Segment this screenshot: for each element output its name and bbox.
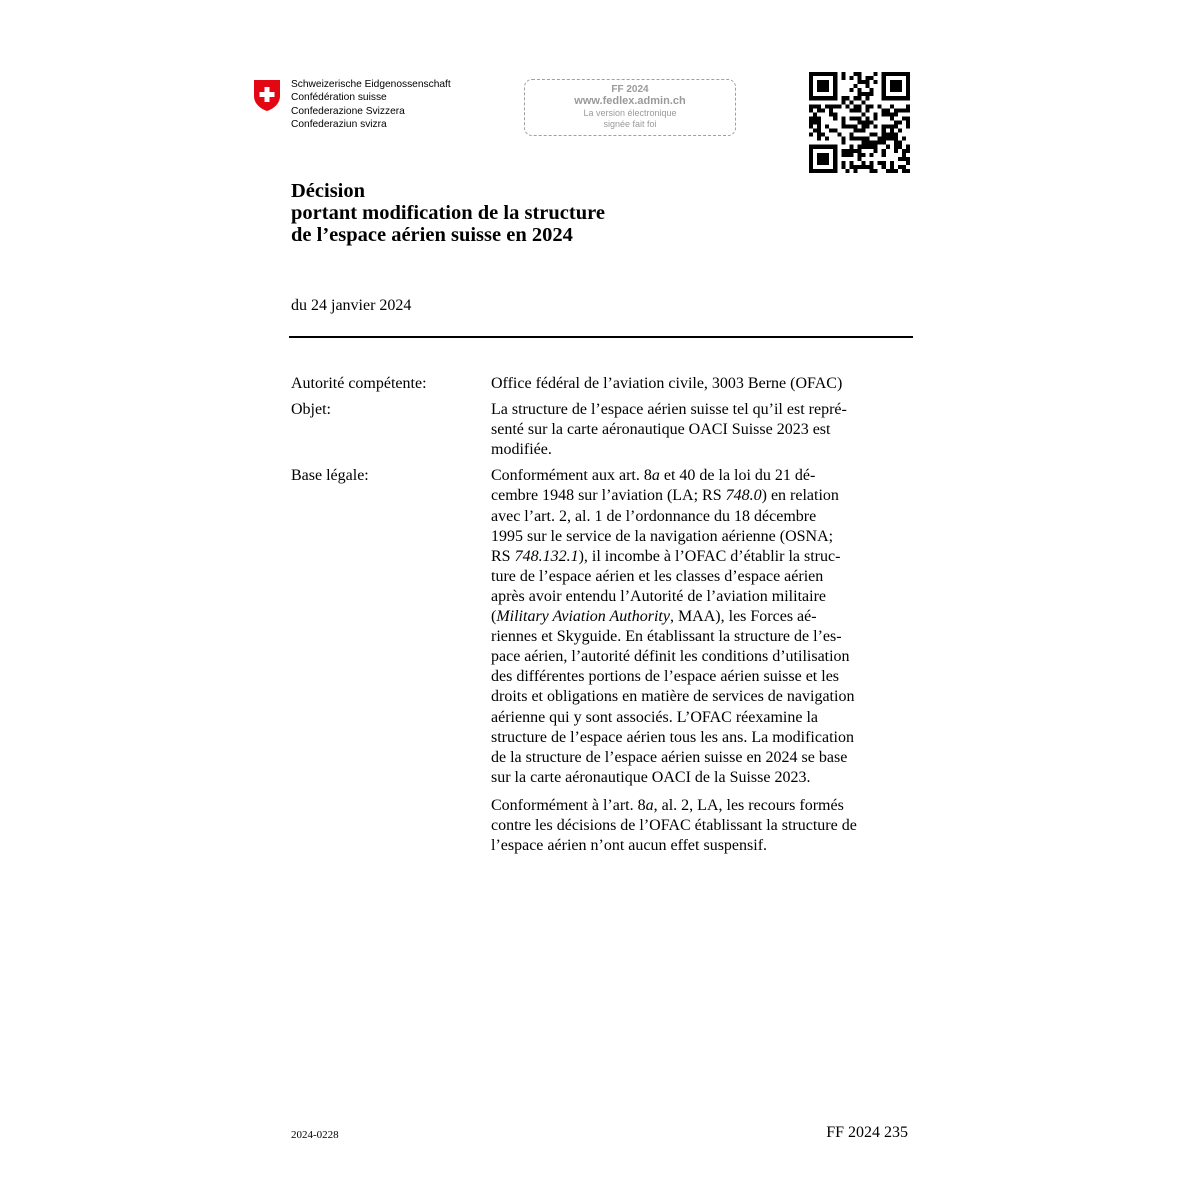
legal-basis-text	[491, 466, 913, 864]
object-line: senté sur la carte aéronautique OACI Suisse 2023 est	[491, 421, 831, 439]
legal-line: contre les décisions de l’OFAC établissant la structure de	[491, 816, 857, 834]
confed-line-it: Confederazione Svizzera	[291, 105, 405, 117]
stamp-line-4: signée fait foi	[603, 119, 657, 129]
title-line-1: Décision	[291, 180, 366, 202]
legal-line: avec l’art. 2, al. 1 de l’ordonnance du 18 décembre	[491, 507, 817, 525]
legal-line: droits et obligations en matière de services de navigation	[491, 688, 855, 706]
row-object	[291, 400, 913, 460]
header-divider	[289, 336, 913, 338]
legal-line: Conformément à l’art. 8a, al. 2, LA, les recours formés	[491, 796, 844, 814]
authority-label: Autorité compétente:	[291, 375, 427, 392]
confed-line-de: Schweizerische Eidgenossenschaft	[291, 79, 451, 90]
document-title	[291, 180, 605, 246]
decision-details	[291, 374, 913, 870]
legal-line: riennes et Skyguide. En établissant la structure de l’es-	[491, 628, 842, 646]
legal-line: ture de l’espace aérien et les classes d’espace aérien	[491, 567, 824, 585]
legal-line: l’espace aérien n’ont aucun effet suspensif.	[491, 837, 768, 855]
legal-line: (Military Aviation Authority, MAA), les Forces aé-	[491, 608, 817, 626]
legal-line: aérienne qui y sont associés. L’OFAC réexamine la	[491, 708, 819, 726]
confed-line-rm: Confederaziun svizra	[291, 118, 387, 130]
confederation-logo	[253, 78, 451, 131]
legal-paragraph-2	[491, 796, 913, 856]
legal-line: Conformément aux art. 8a et 40 de la loi du 21 dé-	[491, 467, 816, 485]
confederation-names	[291, 78, 451, 131]
row-authority	[291, 374, 913, 394]
legal-line: de la structure de l’espace aérien suisse en 2024 se base	[491, 748, 848, 766]
title-line-3: de l’espace aérien suisse en 2024	[291, 224, 573, 246]
object-label: Objet:	[291, 401, 331, 419]
stamp-line-3: La version électronique	[583, 108, 677, 118]
legal-line: RS 748.132.1), il incombe à l’OFAC d’établir la struc-	[491, 547, 841, 565]
legal-line: après avoir entendu l’Autorité de l’aviation militaire	[491, 587, 826, 605]
stamp-line-2: www.fedlex.admin.ch	[574, 95, 686, 107]
document-number: 2024-0228	[291, 1129, 339, 1141]
swiss-cross-shield-icon	[253, 79, 281, 112]
federal-gazette-reference: FF 2024 235	[826, 1124, 908, 1141]
legal-line: 1995 sur le service de la navigation aérienne (OSNA;	[491, 527, 834, 545]
document-date: du 24 janvier 2024	[291, 297, 412, 314]
electronic-version-stamp	[524, 79, 736, 136]
row-legal-basis	[291, 466, 913, 864]
legal-line: structure de l’espace aérien tous les ans. La modification	[491, 728, 854, 746]
authority-value: Office fédéral de l’aviation civile, 3003 Berne (OFAC)	[491, 375, 843, 392]
stamp-line-1: FF 2024	[611, 84, 649, 95]
qr-code-icon	[809, 72, 910, 173]
object-text	[491, 400, 913, 460]
legal-line: des différentes portions de l’espace aérien suisse et les	[491, 668, 840, 686]
legal-line: pace aérien, l’autorité définit les conditions d’utilisation	[491, 648, 850, 666]
legal-paragraph-1	[491, 466, 913, 788]
confed-line-fr: Confédération suisse	[291, 92, 387, 104]
legal-basis-label: Base légale:	[291, 467, 369, 485]
object-line: modifiée.	[491, 441, 552, 459]
legal-line: cembre 1948 sur l’aviation (LA; RS 748.0) en relation	[491, 487, 839, 505]
title-line-2: portant modification de la structure	[291, 202, 605, 224]
legal-line: sur la carte aéronautique OACI de la Suisse 2023.	[491, 768, 811, 786]
authority-text	[491, 374, 913, 394]
object-line: La structure de l’espace aérien suisse tel qu’il est repré-	[491, 401, 847, 419]
